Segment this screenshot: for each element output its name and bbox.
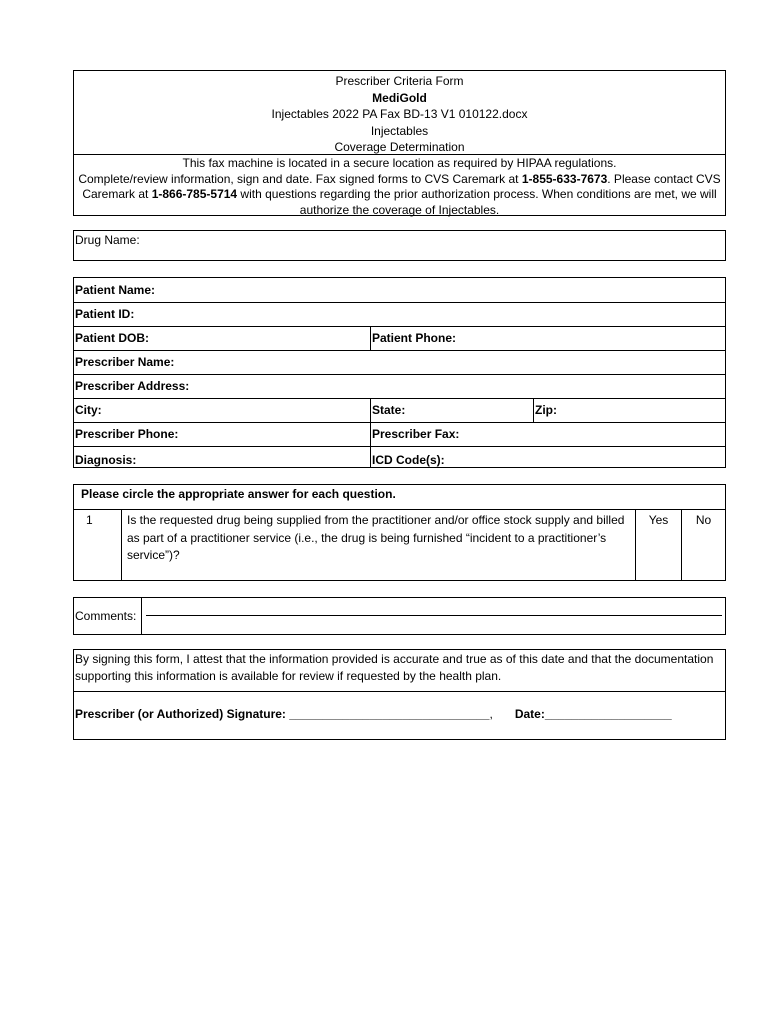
- prescriber-phone-field[interactable]: [74, 422, 370, 446]
- questions-table: [73, 484, 726, 581]
- patient-info-table: [73, 277, 726, 468]
- prescriber-contact-row: [74, 422, 725, 447]
- diagnosis-field[interactable]: [74, 446, 370, 468]
- icd-codes-field[interactable]: [370, 446, 725, 468]
- drug-name-label: Drug Name:: [75, 233, 140, 247]
- state-label: State:: [372, 403, 406, 417]
- prescriber-address-label: Prescriber Address:: [75, 379, 190, 393]
- zip-label: Zip:: [535, 403, 557, 417]
- document-name: Injectables 2022 PA Fax BD-13 V1 010122.docx: [271, 107, 528, 121]
- city-field[interactable]: [74, 398, 370, 422]
- diagnosis-row: [74, 446, 725, 468]
- diagnosis-label: Diagnosis:: [75, 453, 137, 467]
- form-title-block: [74, 71, 725, 155]
- signature-section: [73, 649, 726, 740]
- form-header: [73, 70, 726, 216]
- question-number: 1: [86, 513, 93, 527]
- city-state-zip-row: [74, 398, 725, 423]
- determination-type: Coverage Determination: [334, 140, 465, 154]
- phone-number: 1-866-785-5714: [151, 187, 238, 201]
- patient-dob-row: [74, 326, 725, 351]
- city-label: City:: [75, 403, 102, 417]
- comments-label: Comments:: [74, 598, 142, 634]
- patient-dob-field[interactable]: [74, 326, 370, 350]
- questions-instruction: Please circle the appropriate answer for each question.: [74, 485, 725, 510]
- answer-yes[interactable]: Yes: [635, 510, 681, 580]
- patient-id-row[interactable]: [74, 302, 725, 327]
- date-field[interactable]: Date:___________________: [514, 707, 672, 721]
- patient-name-label: Patient Name:: [75, 283, 156, 297]
- fax-notice: [74, 155, 725, 218]
- notice-text: Complete/review information, sign and date. Fax signed forms to CVS Caremark at: [78, 171, 522, 186]
- form-title: Prescriber Criteria Form: [335, 74, 464, 88]
- fax-number: 1-855-633-7673: [521, 171, 608, 186]
- patient-phone-label: Patient Phone:: [372, 331, 457, 345]
- patient-id-label: Patient ID:: [75, 307, 135, 321]
- state-field[interactable]: [370, 398, 533, 422]
- patient-dob-label: Patient DOB:: [75, 331, 150, 345]
- prescriber-fax-label: Prescriber Fax:: [372, 427, 460, 441]
- prescriber-address-row[interactable]: [74, 374, 725, 399]
- prescriber-fax-field[interactable]: [370, 422, 725, 446]
- zip-field[interactable]: [533, 398, 725, 422]
- comments-line[interactable]: [146, 615, 722, 616]
- patient-name-row[interactable]: [74, 278, 725, 303]
- answer-no[interactable]: No: [681, 510, 725, 580]
- hipaa-notice: This fax machine is located in a secure location as required by HIPAA regulations.: [182, 156, 617, 170]
- notice-text: . Please contact CVS Caremark at: [82, 171, 721, 201]
- prescriber-name-label: Prescriber Name:: [75, 355, 175, 369]
- signature-field[interactable]: Prescriber (or Authorized) Signature: ______________________________: [75, 707, 490, 721]
- drug-category: Injectables: [370, 123, 429, 138]
- prescriber-name-row[interactable]: [74, 350, 725, 375]
- icd-codes-label: ICD Code(s):: [372, 453, 445, 467]
- drug-name-field[interactable]: [73, 230, 726, 261]
- question-row: [74, 510, 725, 580]
- attestation-text: By signing this form, I attest that the information provided is accurate and true as of this date and that the documentation supporting this information is available for review if requested by the health plan.: [74, 650, 725, 692]
- patient-phone-field[interactable]: [370, 326, 725, 350]
- plan-name: MediGold: [372, 90, 427, 105]
- prescriber-phone-label: Prescriber Phone:: [75, 427, 179, 441]
- comments-section: [73, 597, 726, 635]
- notice-text: with questions regarding the prior authorization process. When conditions are met, we will authorize the coverage of Injectables.: [237, 187, 717, 217]
- signature-line: [74, 692, 725, 721]
- question-text: Is the requested drug being supplied from the practitioner and/or office stock supply and billed as part of a practitioner service (i.e., the drug is being furnished “incident to a practitioner’s service”)?: [121, 510, 635, 580]
- fax-instructions: [76, 172, 723, 219]
- signature-separator: ,: [489, 707, 493, 721]
